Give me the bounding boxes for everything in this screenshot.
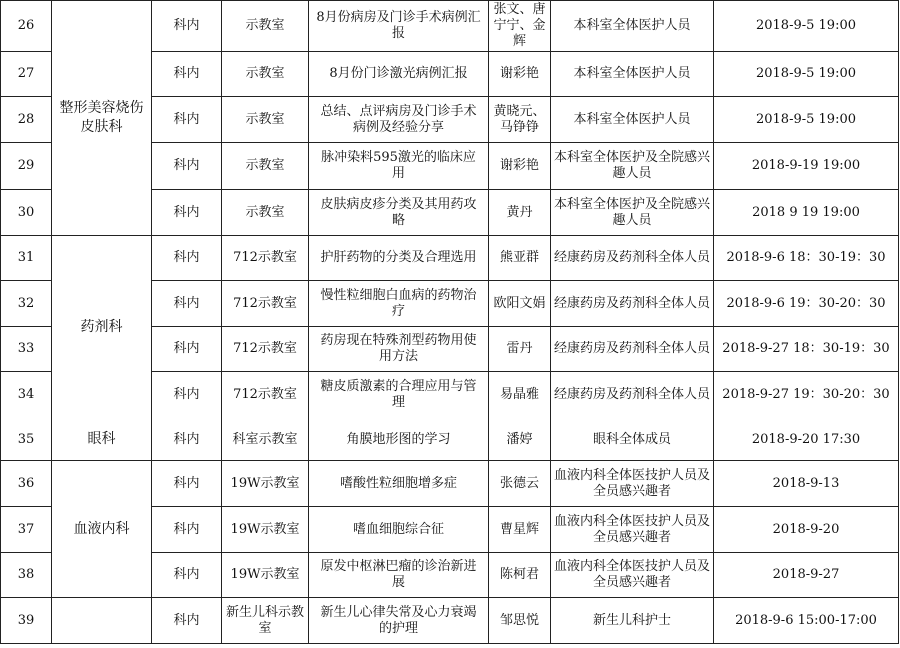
topic-cell: 嗜血细胞综合征	[309, 507, 489, 553]
topic-cell: 慢性粒细胞白血病的药物治疗	[309, 281, 489, 327]
department-cell	[52, 461, 152, 598]
row-number: 33	[1, 327, 52, 372]
speaker-cell: 谢彩艳	[489, 52, 551, 97]
row-number: 37	[1, 507, 52, 553]
speaker-cell: 谢彩艳	[489, 143, 551, 190]
speaker-cell: 张德云	[489, 461, 551, 507]
row-number: 38	[1, 553, 52, 598]
audience-cell: 本科室全体医护人员	[551, 97, 714, 143]
row-number: 39	[1, 598, 52, 644]
department-label: 眼科	[87, 431, 116, 447]
location-cell: 科内	[152, 52, 222, 97]
location-cell: 科内	[152, 281, 222, 327]
department-cell	[52, 419, 152, 461]
audience-cell: 血液内科全体医技护人员及全员感兴趣者	[551, 461, 714, 507]
topic-cell: 原发中枢淋巴瘤的诊治新进展	[309, 553, 489, 598]
room-cell: 科室示教室	[222, 419, 309, 461]
time-cell: 2018-9-27 18：30-19：30	[714, 327, 899, 372]
time-cell: 2018-9-13	[714, 461, 899, 507]
speaker-cell: 雷丹	[489, 327, 551, 372]
speaker-cell: 邹思悦	[489, 598, 551, 644]
room-cell: 19W示教室	[222, 553, 309, 598]
topic-cell: 8月份病房及门诊手术病例汇报	[309, 1, 489, 52]
location-cell: 科内	[152, 507, 222, 553]
room-cell: 712示教室	[222, 372, 309, 419]
department-cell	[52, 598, 152, 644]
topic-cell: 脉冲染料595激光的临床应用	[309, 143, 489, 190]
room-cell: 示教室	[222, 190, 309, 236]
topic-cell: 药房现在特殊剂型药物用使用方法	[309, 327, 489, 372]
time-cell: 2018-9-20	[714, 507, 899, 553]
audience-cell: 经康药房及药剂科全体人员	[551, 372, 714, 419]
room-cell: 示教室	[222, 1, 309, 52]
audience-cell: 本科室全体医护人员	[551, 52, 714, 97]
table-row	[1, 1, 899, 52]
time-cell: 2018-9-5 19:00	[714, 97, 899, 143]
row-number: 35	[1, 419, 52, 461]
location-cell: 科内	[152, 1, 222, 52]
speaker-cell: 易晶雅	[489, 372, 551, 419]
speaker-cell: 潘婷	[489, 419, 551, 461]
topic-cell: 新生儿心律失常及心力衰竭的护理	[309, 598, 489, 644]
location-cell: 科内	[152, 598, 222, 644]
audience-cell: 经康药房及药剂科全体人员	[551, 281, 714, 327]
department-cell	[52, 1, 152, 236]
time-cell: 2018-9-5 19:00	[714, 1, 899, 52]
location-cell: 科内	[152, 372, 222, 419]
table-row	[1, 461, 899, 507]
time-cell: 2018-9-5 19:00	[714, 52, 899, 97]
room-cell: 712示教室	[222, 236, 309, 281]
room-cell: 示教室	[222, 52, 309, 97]
topic-cell: 嗜酸性粒细胞增多症	[309, 461, 489, 507]
location-cell: 科内	[152, 419, 222, 461]
speaker-cell: 黄晓元、马铮铮	[489, 97, 551, 143]
room-cell: 示教室	[222, 143, 309, 190]
audience-cell: 经康药房及药剂科全体人员	[551, 236, 714, 281]
department-cell	[52, 236, 152, 419]
table-row	[1, 419, 899, 461]
time-cell: 2018-9-27 19：30-20：30	[714, 372, 899, 419]
location-cell: 科内	[152, 553, 222, 598]
speaker-cell: 陈柯君	[489, 553, 551, 598]
time-cell: 2018-9-20 17:30	[714, 419, 899, 461]
room-cell: 712示教室	[222, 281, 309, 327]
audience-cell: 血液内科全体医技护人员及全员感兴趣者	[551, 553, 714, 598]
row-number: 27	[1, 52, 52, 97]
row-number: 32	[1, 281, 52, 327]
room-cell: 19W示教室	[222, 507, 309, 553]
topic-cell: 护肝药物的分类及合理选用	[309, 236, 489, 281]
location-cell: 科内	[152, 143, 222, 190]
topic-cell: 糖皮质激素的合理应用与管理	[309, 372, 489, 419]
audience-cell: 本科室全体医护及全院感兴趣人员	[551, 143, 714, 190]
room-cell: 示教室	[222, 97, 309, 143]
row-number: 29	[1, 143, 52, 190]
row-number: 26	[1, 1, 52, 52]
room-cell: 712示教室	[222, 327, 309, 372]
audience-cell: 经康药房及药剂科全体人员	[551, 327, 714, 372]
audience-cell: 本科室全体医护及全院感兴趣人员	[551, 190, 714, 236]
time-cell: 2018-9-6 15:00-17:00	[714, 598, 899, 644]
audience-cell: 血液内科全体医技护人员及全员感兴趣者	[551, 507, 714, 553]
row-number: 30	[1, 190, 52, 236]
department-label: 整形美容烧伤皮肤科	[59, 100, 144, 135]
department-label: 药剂科	[80, 318, 123, 335]
row-number: 31	[1, 236, 52, 281]
table-row	[1, 236, 899, 281]
audience-cell: 眼科全体成员	[551, 419, 714, 461]
location-cell: 科内	[152, 461, 222, 507]
time-cell: 2018-9-27	[714, 553, 899, 598]
row-number: 28	[1, 97, 52, 143]
room-cell: 新生儿科示教室	[222, 598, 309, 644]
time-cell: 2018 9 19 19:00	[714, 190, 899, 236]
location-cell: 科内	[152, 327, 222, 372]
location-cell: 科内	[152, 236, 222, 281]
department-label: 血液内科	[73, 520, 130, 537]
speaker-cell: 欧阳文娟	[489, 281, 551, 327]
room-cell: 19W示教室	[222, 461, 309, 507]
time-cell: 2018-9-19 19:00	[714, 143, 899, 190]
speaker-cell: 黄丹	[489, 190, 551, 236]
speaker-cell: 曹星辉	[489, 507, 551, 553]
topic-cell: 8月份门诊激光病例汇报	[309, 52, 489, 97]
topic-cell: 角膜地形图的学习	[309, 419, 489, 461]
location-cell: 科内	[152, 190, 222, 236]
topic-cell: 总结、点评病房及门诊手术病例及经验分享	[309, 97, 489, 143]
speaker-cell: 张文、唐宁宁、金辉	[489, 1, 551, 52]
row-number: 34	[1, 372, 52, 419]
audience-cell: 本科室全体医护人员	[551, 1, 714, 52]
speaker-cell: 熊亚群	[489, 236, 551, 281]
topic-cell: 皮肤病皮疹分类及其用药攻略	[309, 190, 489, 236]
time-cell: 2018-9-6 19：30-20：30	[714, 281, 899, 327]
audience-cell: 新生儿科护士	[551, 598, 714, 644]
location-cell: 科内	[152, 97, 222, 143]
row-number: 36	[1, 461, 52, 507]
table-row	[1, 598, 899, 644]
time-cell: 2018-9-6 18：30-19：30	[714, 236, 899, 281]
